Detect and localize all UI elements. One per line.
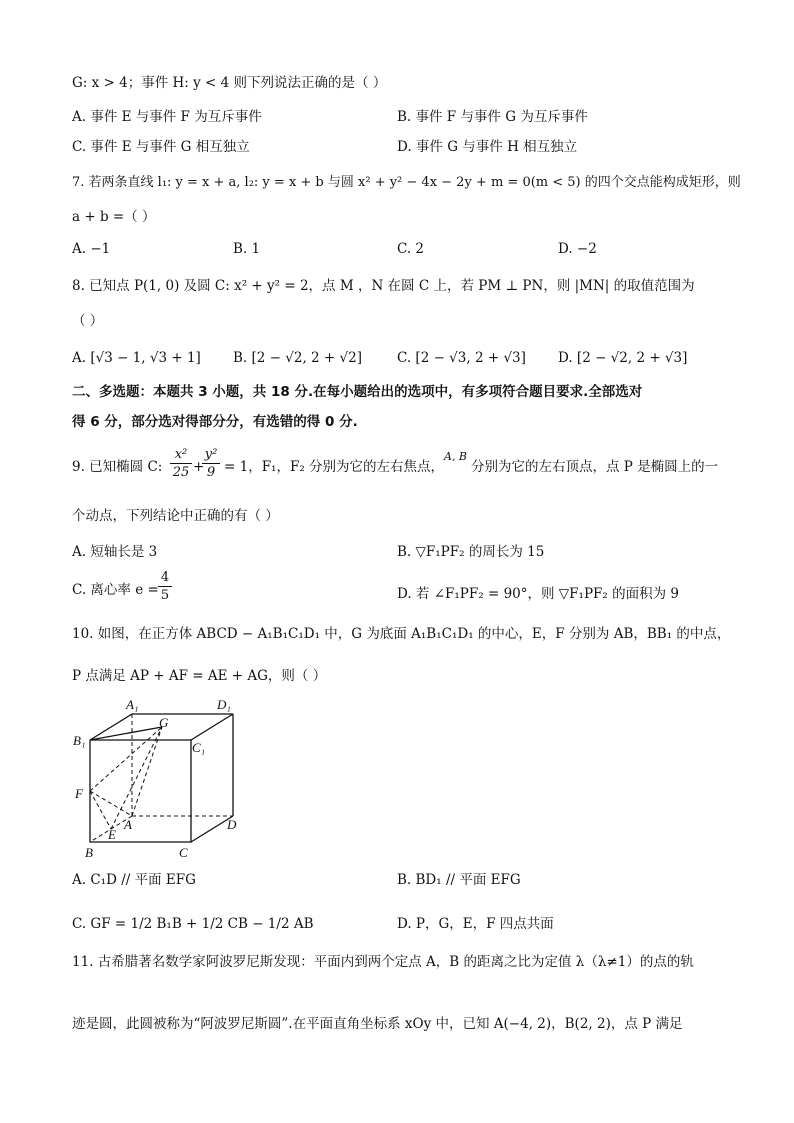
q9-plus-sign: + — [193, 459, 205, 475]
q10-option-d: D. P，G，E，F 四点共面 — [397, 916, 554, 932]
label-f: F — [75, 786, 83, 801]
cube-edge-d1-c1 — [191, 714, 233, 740]
q9-stem-line2: 个动点，下列结论中正确的有（ ） — [72, 508, 279, 524]
q6-option-a: A. 事件 E 与事件 F 为互斥事件 — [72, 109, 262, 125]
label-b1: B₁ — [73, 733, 86, 748]
q9-fraction-e-den: 5 — [158, 586, 172, 604]
q9-fraction-y — [202, 446, 220, 481]
label-e: E — [108, 827, 116, 842]
label-d1: D₁ — [217, 697, 231, 712]
q9-option-c: C. 离心率 e = — [72, 582, 159, 598]
q9-stem-mid: = 1，F₁，F₂ 分别为它的左右焦点， — [224, 459, 445, 475]
q6-option-c: C. 事件 E 与事件 G 相互独立 — [72, 139, 250, 155]
q7-option-a: A. −1 — [72, 241, 111, 257]
section-2-heading-line2: 得 6 分，部分选对得部分分，有选错的得 0 分. — [72, 414, 358, 430]
q9-fraction-x — [170, 446, 192, 481]
q9-stem-suffix: 分别为它的左右顶点，点 P 是椭圆上的一 — [471, 459, 719, 475]
cube-front-face — [90, 740, 191, 842]
q11-stem-line1: 11. 古希腊著名数学家阿波罗尼斯发现：平面内到两个定点 A，B 的距离之比为定值 λ（λ≠1）的点的轨 — [72, 954, 694, 970]
label-c1: C₁ — [192, 740, 206, 755]
label-a1: A₁ — [126, 697, 139, 712]
segment-e-g — [111, 727, 162, 829]
q6-option-d: D. 事件 G 与事件 H 相互独立 — [397, 139, 578, 155]
q8-stem-line2: （ ） — [72, 313, 104, 329]
q8-option-a: A. [√3 − 1, √3 + 1] — [72, 350, 201, 366]
q7-option-c: C. 2 — [397, 241, 425, 257]
q10-option-b: B. BD₁ // 平面 EFG — [397, 872, 521, 888]
q10-stem-line1: 10. 如图，在正方体 ABCD − A₁B₁C₁D₁ 中，G 为底面 A₁B₁C₁D₁ 的中心，E，F 分别为 AB，BB₁ 的中点， — [72, 626, 731, 642]
q9-option-b: B. ▽F₁PF₂ 的周长为 15 — [397, 544, 545, 560]
q10-stem-line2: P 点满足 AP + AF = AE + AG，则（ ） — [72, 668, 327, 684]
segment-f-a — [90, 791, 132, 816]
q6-option-b: B. 事件 F 与事件 G 为互斥事件 — [397, 109, 588, 125]
q10-option-c: C. GF = 1/2 B₁B + 1/2 CB − 1/2 AB — [72, 916, 314, 932]
q9-option-d: D. 若 ∠F₁PF₂ = 90°，则 ▽F₁PF₂ 的面积为 9 — [397, 586, 679, 602]
q11-stem-line2: 迹是圆，此圆被称为“阿波罗尼斯圆”.在平面直角坐标系 xOy 中，已知 A(−4, 2)，B(2, 2)，点 P 满足 — [72, 1016, 683, 1032]
label-a: A — [124, 817, 132, 832]
q7-stem-line2: a + b =（ ） — [72, 209, 156, 225]
segment-f-e — [90, 791, 111, 829]
q9-stem-prefix: 9. 已知椭圆 C: — [72, 459, 163, 475]
q9-fraction-e — [158, 569, 172, 604]
label-g: G — [159, 715, 169, 730]
q9-fraction-e-num: 4 — [160, 570, 170, 585]
segment-f-g — [90, 727, 162, 791]
q7-stem-line1: 7. 若两条直线 l₁: y = x + a, l₂: y = x + b 与圆 x² + y² − 4x − 2y + m = 0(m < 5) 的四个交点能构成矩形，则 — [72, 175, 741, 190]
q9-option-a: A. 短轴长是 3 — [72, 544, 158, 560]
q9-points-ab: A, B — [444, 450, 468, 463]
label-b: B — [85, 845, 93, 860]
q10-option-a: A. C₁D // 平面 EFG — [72, 872, 196, 888]
q9-fraction-y-den: 9 — [202, 463, 220, 481]
q7-option-b: B. 1 — [233, 241, 261, 257]
section-2-heading-line1: 二、多选题：本题共 3 小题，共 18 分.在每小题给出的选项中，有多项符合题目要求.全部选对 — [72, 384, 643, 400]
q9-fraction-x-den: 25 — [170, 463, 192, 481]
label-d: D — [227, 817, 237, 832]
label-c: C — [179, 845, 188, 860]
q7-option-d: D. −2 — [558, 241, 597, 257]
q8-stem-line1: 8. 已知点 P(1, 0) 及圆 C: x² + y² = 2，点 M ，N 在圆 C 上，若 PM ⊥ PN，则 |MN| 的取值范围为 — [72, 278, 695, 294]
q9-fraction-x-num: x² — [174, 447, 188, 462]
q8-option-d: D. [2 − √2, 2 + √3] — [558, 350, 688, 366]
cube-figure — [70, 696, 250, 866]
q6-stem-tail: G: x > 4；事件 H: y < 4 则下列说法正确的是（ ） — [72, 75, 387, 91]
q8-option-c: C. [2 − √3, 2 + √3] — [397, 350, 526, 366]
q9-fraction-y-num: y² — [204, 447, 218, 462]
q8-option-b: B. [2 − √2, 2 + √2] — [233, 350, 362, 366]
